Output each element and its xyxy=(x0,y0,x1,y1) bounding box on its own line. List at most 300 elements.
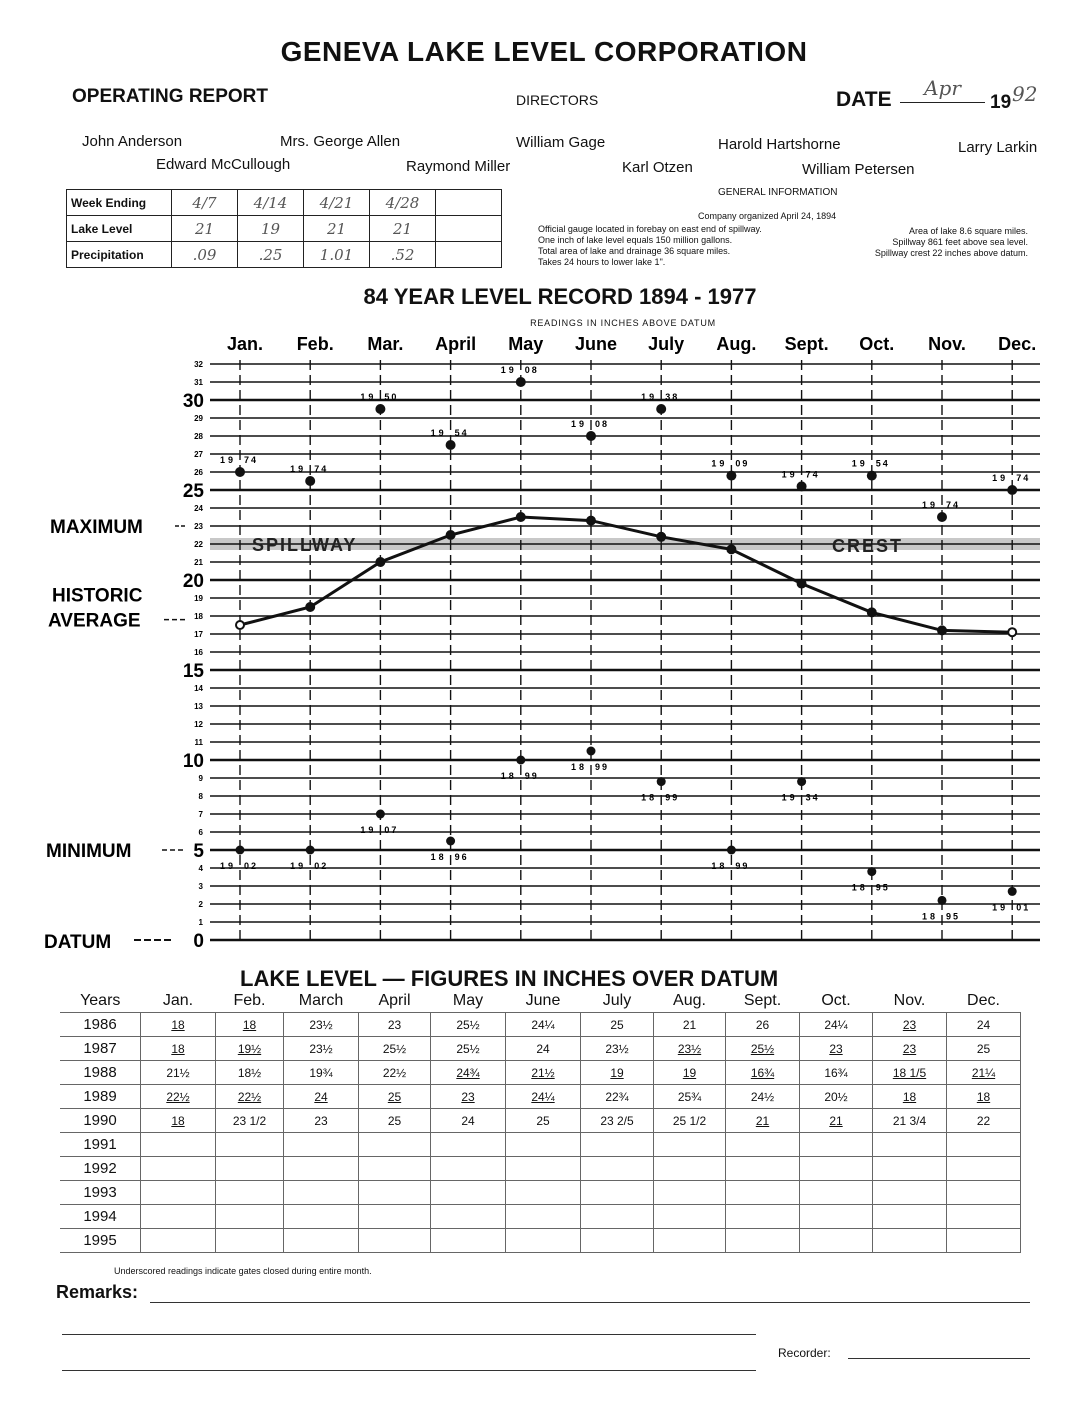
level-cell[interactable]: 24¾ xyxy=(431,1061,506,1085)
table-row xyxy=(60,1037,1021,1061)
level-cell[interactable] xyxy=(506,1157,581,1181)
maximum-point xyxy=(867,471,877,481)
level-cell[interactable] xyxy=(141,1181,216,1205)
level-cell[interactable]: 21 xyxy=(800,1109,873,1133)
levels-col-header: Feb. xyxy=(233,992,266,1009)
level-cell[interactable] xyxy=(947,1157,1021,1181)
minimum-year-label: 99 xyxy=(595,762,610,772)
general-info-line: One inch of lake level equals 150 million gallons. xyxy=(538,235,733,245)
level-cell[interactable] xyxy=(873,1181,947,1205)
maximum-point xyxy=(1007,485,1017,495)
general-info-organized: Company organized April 24, 1894 xyxy=(698,211,837,221)
level-cell[interactable]: 23 xyxy=(873,1037,947,1061)
maximum-year-label: 19 xyxy=(992,473,1009,483)
level-cell[interactable]: 18 xyxy=(141,1109,216,1133)
level-cell[interactable] xyxy=(581,1181,654,1205)
levels-col-header: Jan. xyxy=(162,992,194,1009)
maximum-year-label: 54 xyxy=(875,458,890,469)
minimum-year-label: 02 xyxy=(314,861,329,871)
level-cell[interactable] xyxy=(873,1229,947,1253)
level-cell[interactable]: 23 xyxy=(284,1109,359,1133)
year-label: 1992 xyxy=(60,1157,141,1181)
table-row xyxy=(60,1133,1021,1157)
level-cell[interactable]: 22¾ xyxy=(581,1085,654,1109)
level-cell[interactable] xyxy=(947,1229,1021,1253)
y-tick-label: 1 xyxy=(198,918,203,927)
maximum-year-label: 74 xyxy=(314,464,329,474)
minimum-point xyxy=(306,846,315,855)
year-label: 1986 xyxy=(60,1013,141,1037)
level-cell[interactable]: 23 xyxy=(873,1013,947,1037)
level-cell[interactable]: 18 xyxy=(947,1085,1021,1109)
minimum-year-label: 18 xyxy=(711,861,728,871)
y-tick-label: 26 xyxy=(194,468,203,477)
maximum-year-label: 19 xyxy=(781,469,798,480)
minimum-year-label: 02 xyxy=(244,861,259,871)
level-cell[interactable] xyxy=(873,1133,947,1157)
maximum-year-label: 19 xyxy=(500,365,517,375)
maximum-year-label: 19 xyxy=(711,458,728,469)
general-info-line: Spillway crest 22 inches above datum. xyxy=(874,248,1028,258)
maximum-year-label: 74 xyxy=(805,469,820,480)
level-cell[interactable] xyxy=(726,1229,800,1253)
level-cell[interactable]: 22 xyxy=(947,1109,1021,1133)
director-name: Mrs. George Allen xyxy=(280,133,401,150)
level-cell[interactable] xyxy=(873,1157,947,1181)
level-cell[interactable] xyxy=(581,1229,654,1253)
level-cell[interactable] xyxy=(506,1229,581,1253)
maximum-label: MAXIMUM xyxy=(50,517,143,538)
remarks-line[interactable] xyxy=(62,1370,756,1371)
level-cell[interactable] xyxy=(581,1157,654,1181)
y-tick-label: 10 xyxy=(182,751,204,772)
month-label: Sept. xyxy=(784,334,829,354)
y-tick-label: 20 xyxy=(182,571,204,592)
maximum-year-label: 08 xyxy=(524,365,539,375)
lake-level-table xyxy=(60,990,1021,1253)
general-info-line: Takes 24 hours to lower lake 1". xyxy=(538,257,666,267)
level-cell[interactable] xyxy=(654,1229,726,1253)
level-cell[interactable]: 21¼ xyxy=(947,1061,1021,1085)
level-cell[interactable]: 22½ xyxy=(216,1085,284,1109)
minimum-year-label: 19 xyxy=(781,792,798,803)
minimum-year-label: 18 xyxy=(851,882,868,893)
y-tick-label: 24 xyxy=(194,504,203,513)
levels-col-header: Aug. xyxy=(673,992,706,1009)
levels-col-header: Oct. xyxy=(821,992,851,1009)
level-cell[interactable]: 21 xyxy=(726,1109,800,1133)
level-cell[interactable] xyxy=(216,1229,284,1253)
level-cell[interactable]: 24 xyxy=(506,1037,581,1061)
levels-title: LAKE LEVEL — FIGURES IN INCHES OVER DATUM xyxy=(240,966,779,991)
y-tick-label: 0 xyxy=(193,931,204,952)
maximum-year-label: 54 xyxy=(454,428,469,438)
minimum-year-label: 99 xyxy=(735,861,750,871)
level-cell[interactable] xyxy=(216,1181,284,1205)
level-cell[interactable] xyxy=(141,1157,216,1181)
year-label: 1994 xyxy=(60,1205,141,1229)
maximum-point xyxy=(726,471,736,481)
level-cell[interactable]: 24¼ xyxy=(506,1013,581,1037)
weekly-cell[interactable]: 21 xyxy=(370,216,436,242)
average-point xyxy=(587,517,595,525)
general-info-heading: GENERAL INFORMATION xyxy=(718,187,838,198)
table-row xyxy=(60,1229,1021,1253)
average-point xyxy=(868,608,876,616)
level-cell[interactable] xyxy=(506,1205,581,1229)
maximum-year-label: 19 xyxy=(851,458,868,469)
level-cell[interactable]: 23 1/2 xyxy=(216,1109,284,1133)
table-row xyxy=(60,1085,1021,1109)
table-row xyxy=(60,1205,1021,1229)
levels-col-header: March xyxy=(298,992,344,1009)
maximum-point xyxy=(305,476,315,486)
minimum-point xyxy=(516,756,525,765)
weekly-cell[interactable]: .25 xyxy=(238,242,304,268)
remarks-line[interactable] xyxy=(150,1302,1030,1303)
level-cell[interactable] xyxy=(800,1181,873,1205)
level-cell[interactable] xyxy=(141,1205,216,1229)
general-info-line: Total area of lake and drainage 36 square miles. xyxy=(538,246,731,256)
minimum-point xyxy=(657,777,666,786)
level-cell[interactable] xyxy=(359,1229,431,1253)
level-cell[interactable]: 25 xyxy=(947,1037,1021,1061)
level-cell[interactable]: 24 xyxy=(947,1013,1021,1037)
level-cell[interactable] xyxy=(359,1157,431,1181)
level-cell[interactable] xyxy=(654,1205,726,1229)
maximum-year-label: 74 xyxy=(1016,473,1031,483)
report-heading: OPERATING REPORT xyxy=(72,86,268,107)
average-point xyxy=(1008,628,1016,636)
weekly-cell[interactable]: 1.01 xyxy=(304,242,370,268)
level-cell[interactable]: 23 xyxy=(800,1037,873,1061)
level-cell[interactable]: 21 3/4 xyxy=(873,1109,947,1133)
y-tick-label: 11 xyxy=(194,738,203,747)
maximum-year-label: 19 xyxy=(290,464,307,474)
level-cell[interactable]: 24¼ xyxy=(800,1013,873,1037)
level-cell[interactable] xyxy=(873,1205,947,1229)
average-point xyxy=(236,621,244,629)
general-info-line: Area of lake 8.6 square miles. xyxy=(908,226,1028,236)
minimum-year-label: 18 xyxy=(430,852,447,862)
level-cell[interactable]: 18 xyxy=(141,1013,216,1037)
month-label: Jan. xyxy=(226,334,264,354)
director-name: Raymond Miller xyxy=(406,158,511,175)
levels-col-header: June xyxy=(525,992,561,1009)
year-label: 1995 xyxy=(60,1229,141,1253)
level-cell[interactable] xyxy=(947,1205,1021,1229)
level-cell[interactable] xyxy=(284,1205,359,1229)
level-cell[interactable] xyxy=(654,1181,726,1205)
y-tick-label: 14 xyxy=(194,684,203,693)
level-cell[interactable] xyxy=(284,1133,359,1157)
chart-title: 84 YEAR LEVEL RECORD 1894 - 1977 xyxy=(363,284,757,309)
minimum-point xyxy=(446,837,455,846)
level-cell[interactable] xyxy=(800,1205,873,1229)
weekly-cell[interactable]: 19 xyxy=(238,216,304,242)
weekly-cell[interactable]: .52 xyxy=(370,242,436,268)
weekly-cell[interactable]: .09 xyxy=(172,242,238,268)
level-cell[interactable] xyxy=(654,1133,726,1157)
level-cell[interactable]: 23½ xyxy=(284,1037,359,1061)
level-cell[interactable]: 22½ xyxy=(141,1085,216,1109)
remarks-line[interactable] xyxy=(62,1334,756,1335)
y-tick-label: 23 xyxy=(194,522,203,531)
levels-col-header: July xyxy=(602,992,632,1009)
level-cell[interactable] xyxy=(581,1133,654,1157)
level-cell[interactable]: 18 xyxy=(873,1085,947,1109)
level-cell[interactable]: 24½ xyxy=(726,1085,800,1109)
minimum-year-label: 19 xyxy=(219,861,236,871)
level-cell[interactable]: 23 xyxy=(359,1013,431,1037)
minimum-year-label: 18 xyxy=(570,762,587,772)
levels-col-header: Years xyxy=(80,992,121,1009)
maximum-point xyxy=(937,512,947,522)
levels-col-header: May xyxy=(452,992,484,1009)
recorder-label: Recorder: xyxy=(778,1346,831,1360)
minimum-point xyxy=(1008,887,1017,896)
level-cell[interactable]: 25 xyxy=(506,1109,581,1133)
level-cell[interactable]: 18 xyxy=(216,1013,284,1037)
year-label: 1989 xyxy=(60,1085,141,1109)
level-cell[interactable]: 26 xyxy=(726,1013,800,1037)
maximum-point xyxy=(235,467,245,477)
level-cell[interactable]: 21 xyxy=(654,1013,726,1037)
year-prefix: 19 xyxy=(990,92,1012,113)
minimum-point xyxy=(236,846,245,855)
average-point xyxy=(376,558,384,566)
average-label: AVERAGE xyxy=(48,610,141,632)
level-cell[interactable]: 18½ xyxy=(216,1061,284,1085)
weekly-cell[interactable]: 21 xyxy=(304,216,370,242)
level-cell[interactable] xyxy=(216,1157,284,1181)
year-label: 1993 xyxy=(60,1181,141,1205)
weekly-cell[interactable]: 4/7 xyxy=(172,190,238,216)
page-title: GENEVA LAKE LEVEL CORPORATION xyxy=(280,36,808,67)
level-cell[interactable]: 25½ xyxy=(726,1037,800,1061)
minimum-point xyxy=(797,777,806,786)
level-cell[interactable]: 25½ xyxy=(431,1013,506,1037)
level-cell[interactable] xyxy=(947,1181,1021,1205)
y-tick-label: 27 xyxy=(194,450,203,459)
level-cell[interactable]: 19 xyxy=(581,1061,654,1085)
level-cell[interactable]: 25½ xyxy=(431,1037,506,1061)
level-cell[interactable]: 25 xyxy=(359,1085,431,1109)
minimum-year-label: 07 xyxy=(384,825,399,835)
level-cell[interactable] xyxy=(431,1133,506,1157)
level-cell[interactable] xyxy=(800,1229,873,1253)
level-cell[interactable] xyxy=(359,1205,431,1229)
weekly-cell[interactable]: 21 xyxy=(172,216,238,242)
maximum-point xyxy=(656,404,666,414)
minimum-year-label: 34 xyxy=(805,792,820,803)
year-field[interactable]: 92 xyxy=(1012,82,1038,106)
director-name: Edward McCullough xyxy=(156,156,291,173)
director-name: John Anderson xyxy=(82,133,183,150)
weekly-cell[interactable]: 4/28 xyxy=(370,190,436,216)
level-cell[interactable] xyxy=(726,1181,800,1205)
level-cell[interactable]: 23 xyxy=(431,1085,506,1109)
level-cell[interactable] xyxy=(800,1157,873,1181)
minimum-year-label: 95 xyxy=(946,911,961,922)
crest-label: CREST xyxy=(832,536,904,556)
maximum-year-label: 08 xyxy=(595,419,610,429)
weekly-cell[interactable]: 4/21 xyxy=(304,190,370,216)
level-cell[interactable]: 25½ xyxy=(359,1037,431,1061)
minimum-year-label: 99 xyxy=(524,771,539,781)
spillway-label: SPILLWAY xyxy=(252,535,358,555)
lake-level-label: Lake Level xyxy=(67,216,172,242)
level-cell[interactable]: 24 xyxy=(431,1109,506,1133)
maximum-year-label: 19 xyxy=(641,392,658,402)
table-row xyxy=(60,1181,1021,1205)
level-cell[interactable] xyxy=(141,1133,216,1157)
level-cell[interactable]: 21½ xyxy=(506,1061,581,1085)
date-month-field[interactable]: Apr xyxy=(900,76,985,103)
average-point xyxy=(517,513,525,521)
level-cell[interactable]: 18 1/5 xyxy=(873,1061,947,1085)
level-cell[interactable] xyxy=(284,1157,359,1181)
weekly-cell[interactable]: 4/14 xyxy=(238,190,304,216)
level-cell[interactable] xyxy=(726,1157,800,1181)
month-label: June xyxy=(574,334,618,354)
level-cell[interactable]: 25 xyxy=(581,1013,654,1037)
level-cell[interactable] xyxy=(431,1181,506,1205)
maximum-year-label: 19 xyxy=(430,428,447,438)
levels-col-header: Dec. xyxy=(967,992,1000,1009)
y-tick-label: 19 xyxy=(194,594,203,603)
level-cell[interactable] xyxy=(506,1181,581,1205)
level-cell[interactable]: 23 2/5 xyxy=(581,1109,654,1133)
level-cell[interactable] xyxy=(359,1133,431,1157)
level-cell[interactable]: 19 xyxy=(654,1061,726,1085)
level-cell[interactable] xyxy=(284,1229,359,1253)
month-label: Feb. xyxy=(296,334,334,354)
level-cell[interactable] xyxy=(284,1181,359,1205)
recorder-field[interactable] xyxy=(848,1358,1030,1359)
directors-heading: DIRECTORS xyxy=(516,92,599,108)
table-row xyxy=(60,1109,1021,1133)
level-cell[interactable]: 25¾ xyxy=(654,1085,726,1109)
level-cell[interactable]: 20½ xyxy=(800,1085,873,1109)
level-cell[interactable]: 25 xyxy=(359,1109,431,1133)
maximum-point xyxy=(375,404,385,414)
year-label: 1988 xyxy=(60,1061,141,1085)
level-cell[interactable] xyxy=(947,1133,1021,1157)
minimum-point xyxy=(938,896,947,905)
precipitation-label: Precipitation xyxy=(67,242,172,268)
y-tick-label: 2 xyxy=(198,900,203,909)
maximum-point xyxy=(586,431,596,441)
average-point xyxy=(938,626,946,634)
level-cell[interactable] xyxy=(431,1205,506,1229)
level-cell[interactable]: 16¾ xyxy=(726,1061,800,1085)
level-cell[interactable]: 19½ xyxy=(216,1037,284,1061)
month-label: April xyxy=(435,334,477,354)
y-tick-label: 7 xyxy=(198,810,203,819)
level-cell[interactable] xyxy=(431,1229,506,1253)
minimum-year-label: 19 xyxy=(992,902,1009,913)
table-row xyxy=(60,1061,1021,1085)
y-tick-label: 3 xyxy=(198,882,203,891)
y-tick-label: 4 xyxy=(198,864,203,873)
general-info-line: Official gauge located in forebay on east end of spillway. xyxy=(538,224,762,234)
datum-label: DATUM xyxy=(44,932,112,953)
level-cell[interactable] xyxy=(726,1133,800,1157)
maximum-year-label: 38 xyxy=(665,392,680,402)
y-tick-label: 21 xyxy=(194,558,203,567)
level-cell[interactable]: 22½ xyxy=(359,1061,431,1085)
minimum-year-label: 18 xyxy=(641,792,658,803)
maximum-year-label: 19 xyxy=(921,500,938,510)
general-info-line: Spillway 861 feet above sea level. xyxy=(892,237,1028,247)
maximum-point xyxy=(516,377,526,387)
level-cell[interactable]: 24¼ xyxy=(506,1085,581,1109)
minimum-year-label: 18 xyxy=(921,911,938,922)
minimum-point xyxy=(587,747,596,756)
maximum-year-label: 50 xyxy=(384,392,399,402)
average-point xyxy=(727,545,735,553)
director-name: Karl Otzen xyxy=(622,159,693,176)
level-cell[interactable] xyxy=(581,1205,654,1229)
level-cell[interactable] xyxy=(506,1133,581,1157)
level-cell[interactable] xyxy=(654,1157,726,1181)
minimum-point xyxy=(867,867,876,876)
minimum-year-label: 19 xyxy=(290,861,307,871)
level-cell[interactable]: 25 1/2 xyxy=(654,1109,726,1133)
y-tick-label: 16 xyxy=(194,648,203,657)
table-row xyxy=(60,1157,1021,1181)
level-cell[interactable] xyxy=(216,1133,284,1157)
y-tick-label: 32 xyxy=(194,360,203,369)
level-cell[interactable]: 23½ xyxy=(654,1037,726,1061)
minimum-point xyxy=(376,810,385,819)
level-cell[interactable] xyxy=(216,1205,284,1229)
level-cell[interactable] xyxy=(141,1229,216,1253)
average-point xyxy=(657,533,665,541)
level-cell[interactable]: 21½ xyxy=(141,1061,216,1085)
level-cell[interactable]: 24 xyxy=(284,1085,359,1109)
remarks-label: Remarks: xyxy=(56,1282,139,1302)
level-cell[interactable] xyxy=(359,1181,431,1205)
year-label: 1990 xyxy=(60,1109,141,1133)
director-name: Larry Larkin xyxy=(958,139,1038,156)
maximum-year-label: 19 xyxy=(570,419,587,429)
levels-col-header: April xyxy=(378,992,411,1009)
minimum-point xyxy=(727,846,736,855)
average-point xyxy=(798,580,806,588)
month-label: Dec. xyxy=(998,334,1037,354)
level-cell[interactable]: 16¾ xyxy=(800,1061,873,1085)
level-cell[interactable]: 23½ xyxy=(581,1037,654,1061)
minimum-label: MINIMUM xyxy=(46,841,132,862)
minimum-year-label: 99 xyxy=(665,792,680,803)
minimum-year-label: 96 xyxy=(454,852,469,862)
level-cell[interactable]: 23½ xyxy=(284,1013,359,1037)
level-cell[interactable] xyxy=(726,1205,800,1229)
maximum-year-label: 74 xyxy=(946,500,961,510)
average-point xyxy=(447,531,455,539)
minimum-year-label: 95 xyxy=(875,882,890,893)
level-cell[interactable]: 18 xyxy=(141,1037,216,1061)
y-tick-label: 6 xyxy=(198,828,203,837)
table-row xyxy=(60,1013,1021,1037)
level-cell[interactable] xyxy=(800,1133,873,1157)
director-name: William Gage xyxy=(516,134,606,151)
y-tick-label: 17 xyxy=(194,630,203,639)
level-cell[interactable]: 19¾ xyxy=(284,1061,359,1085)
level-cell[interactable] xyxy=(431,1157,506,1181)
